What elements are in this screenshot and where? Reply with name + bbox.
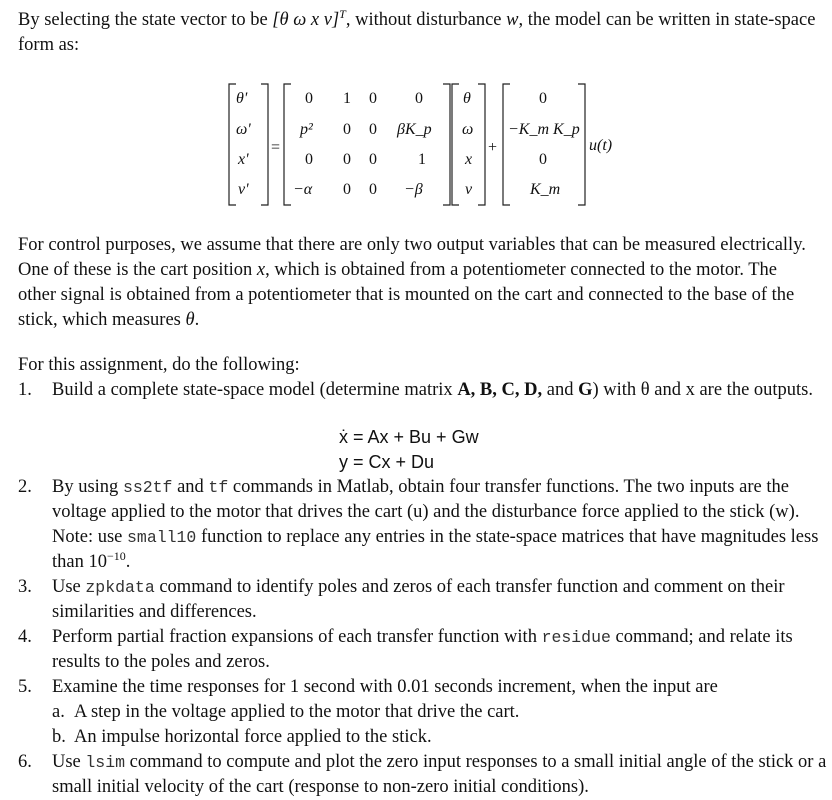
state-theta: θ: [463, 90, 471, 107]
plus-sign: +: [488, 139, 498, 156]
list-item: 4. Perform partial fraction expansions of each transfer function with residue command; and relate its results to the poles and zeros.: [18, 627, 793, 672]
a-cell: 1: [343, 90, 351, 107]
input-u: u(t): [589, 137, 613, 154]
state-space-matrix-equation: [0, 0, 832, 230]
sub-list-item: b. An impulse horizontal force applied to the stick.: [52, 727, 432, 747]
b-cell: −K_m K_p: [508, 121, 580, 138]
a-cell: 0: [343, 181, 351, 198]
b-cell: K_m: [530, 181, 561, 198]
intro-paragraph: By selecting the state vector to be [θ ω x v]$^T$, without disturbance w, the model can be written in state-space form as:: [18, 6, 816, 55]
task-list-continued: [18, 475, 828, 800]
lhs-x-dot: x': [238, 151, 249, 168]
state-vector: [θ ω x v]: [272, 10, 340, 30]
a-cell: p²: [300, 121, 313, 138]
a-cell: βK_p: [397, 121, 432, 138]
a-cell: 0: [305, 90, 313, 107]
list-item: 2. By using ss2tf and tf commands in Matlab, obtain four transfer functions. The two inputs are the voltage applied to the motor that drives the cart (u) and the disturbance force applied to the stick (w). Note: use small10 function to replace any entries in the state-space matrices that have magnitudes less than $10^{-10}$.: [18, 477, 819, 572]
list-item: 5. Examine the time responses for 1 second with 0.01 seconds increment, when the input are: [18, 677, 718, 697]
sub-list-item: a. A step in the voltage applied to the motor that drive the cart.: [52, 702, 520, 722]
state-equation: ẋ = Ax + Bu + Gw: [339, 427, 479, 447]
a-cell: 0: [369, 90, 377, 107]
a-cell: 0: [369, 151, 377, 168]
state-x: x: [465, 151, 473, 168]
a-cell: 0: [343, 151, 351, 168]
b-cell: 0: [539, 90, 547, 107]
output-equation: y = Cx + Du: [339, 452, 435, 472]
state-v: v: [465, 181, 473, 198]
code-tf: tf: [208, 478, 229, 497]
code-lsim: lsim: [85, 753, 126, 772]
list-item: 1. Build a complete state-space model (determine matrix A, B, C, D, and G) with θ and x are the outputs.: [18, 380, 814, 400]
a-cell: 0: [415, 90, 423, 107]
a-cell: 0: [343, 121, 351, 138]
lhs-v-dot: v': [238, 181, 249, 198]
lhs-omega-dot: ω': [236, 121, 251, 138]
assignment-intro: For this assignment, do the following:: [18, 355, 300, 375]
a-cell: 0: [305, 151, 313, 168]
control-paragraph: For control purposes, we assume that there are only two output variables that can be measured electrically. One of these is the cart position x, which is obtained from a potentiometer connected to the motor. The other signal is obtained from a potentiometer that is mounted on the cart and connected to the base of the stick, which measures θ.: [18, 235, 806, 330]
a-cell: 0: [369, 121, 377, 138]
list-item: 6. Use lsim command to compute and plot the zero input responses to a small initial angle of the stick or a small initial velocity of the cart (response to non-zero initial conditions).: [18, 752, 827, 797]
code-zpkdata: zpkdata: [85, 578, 155, 597]
lhs-theta-dot: θ': [236, 90, 248, 107]
list-item: 3. Use zpkdata command to identify poles and zeros of each transfer function and comment on their similarities and differences.: [18, 577, 785, 622]
a-cell: 0: [369, 181, 377, 198]
code-residue: residue: [541, 628, 611, 647]
equals-sign: =: [271, 139, 281, 156]
code-small10: small10: [127, 528, 197, 547]
a-cell: −β: [404, 181, 423, 198]
a-cell: 1: [418, 151, 426, 168]
a-cell: −α: [293, 181, 313, 198]
b-cell: 0: [539, 151, 547, 168]
task-list: [18, 378, 828, 403]
code-ss2tf: ss2tf: [122, 478, 173, 497]
state-omega: ω: [462, 121, 474, 138]
